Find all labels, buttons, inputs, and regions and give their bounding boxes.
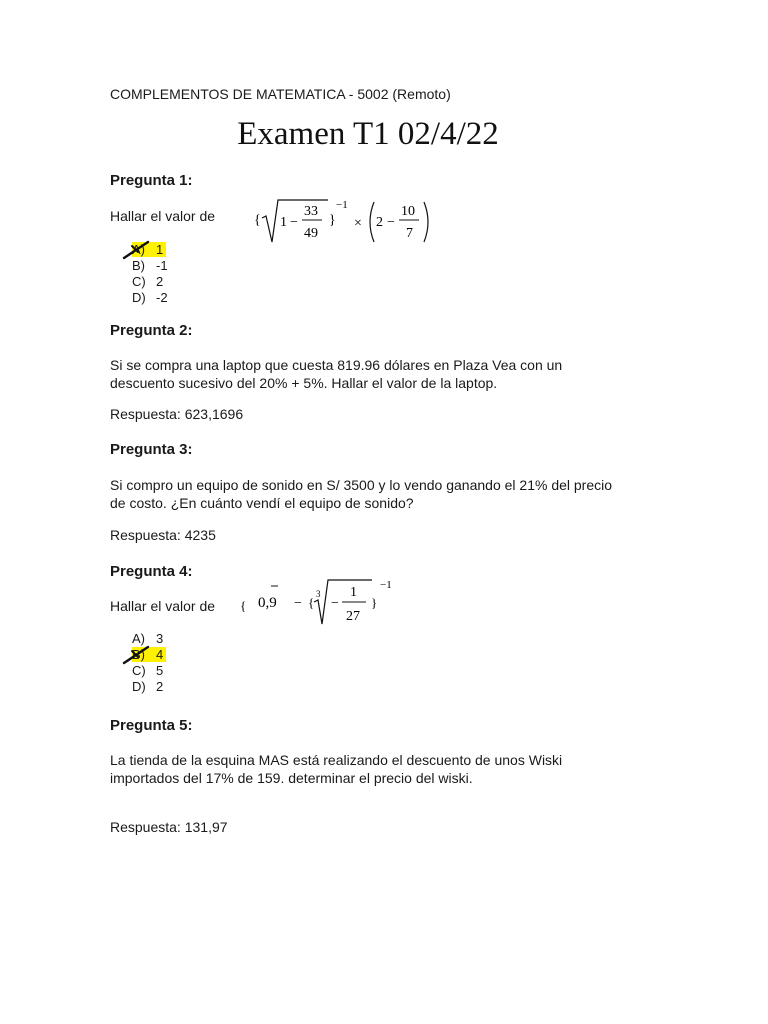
option-value: 2 xyxy=(156,679,164,694)
question-5-answer: Respuesta: 131,97 xyxy=(110,819,228,835)
option-value: 3 xyxy=(156,631,164,646)
option-value: -1 xyxy=(156,258,168,273)
q4-open-brace: { xyxy=(240,598,247,613)
question-1-prompt: Hallar el valor de xyxy=(110,208,216,224)
option-c[interactable] xyxy=(132,663,166,679)
option-value: 2 xyxy=(156,274,164,289)
question-3-text: Si compro un equipo de sonido en S/ 3500 y lo vendo ganando el 21% del precio de costo. ¿En cuánto vendí el equipo de sonido? xyxy=(110,477,613,511)
question-5-text: La tienda de la esquina MAS está realizando el descuento de unos Wiski importados del 17% de 159. determinar el precio del wiski. xyxy=(110,752,563,786)
question-4-formula xyxy=(238,576,398,628)
option-a[interactable] xyxy=(132,242,168,258)
q1-open-brace: { xyxy=(254,213,261,228)
option-d[interactable] xyxy=(132,290,168,306)
option-b[interactable] xyxy=(132,647,166,663)
question-3-answer: Respuesta: 4235 xyxy=(110,527,216,543)
question-1-options xyxy=(132,242,168,306)
q1-numerator-2: 10 xyxy=(401,204,415,219)
option-d[interactable] xyxy=(132,679,166,695)
q1-close-brace: } xyxy=(329,213,336,228)
q4-base: 0,9 xyxy=(258,595,277,611)
question-2-answer: Respuesta: 623,1696 xyxy=(110,406,244,422)
option-letter: C) xyxy=(132,274,146,289)
option-letter: B) xyxy=(132,258,145,273)
question-2-text: Si se compra una laptop que cuesta 819.96 dólares en Plaza Vea con un descuento sucesivo del 20% + 5%. Hallar el valor de la laptop. xyxy=(110,357,563,391)
q1-denominator: 49 xyxy=(304,226,318,241)
option-letter: D) xyxy=(132,290,146,305)
option-letter: A) xyxy=(132,242,145,257)
question-1-heading: Pregunta 1: xyxy=(110,172,193,189)
q1-times: × xyxy=(354,216,362,231)
question-2-heading: Pregunta 2: xyxy=(110,322,193,339)
q1-one: 1 xyxy=(280,215,287,230)
option-letter: D) xyxy=(132,679,146,694)
option-letter: C) xyxy=(132,663,146,678)
q1-two: 2 xyxy=(376,215,383,230)
q4-numerator: 1 xyxy=(350,585,357,600)
q4-root-index: 3 xyxy=(316,589,321,599)
q4-exponent: −1 xyxy=(380,579,392,591)
q4-open-brace-2: { xyxy=(308,595,315,610)
q1-minus-2: − xyxy=(387,215,395,230)
q1-denominator-2: 7 xyxy=(406,226,413,241)
q1-exponent: −1 xyxy=(336,199,348,211)
option-a[interactable] xyxy=(132,631,166,647)
option-value: 1 xyxy=(156,242,164,257)
q4-minus: − xyxy=(294,596,302,611)
q1-close-paren xyxy=(424,202,428,242)
question-4-prompt: Hallar el valor de xyxy=(110,598,216,614)
q4-close-brace: } xyxy=(371,595,378,610)
question-5-heading: Pregunta 5: xyxy=(110,717,193,734)
option-b[interactable] xyxy=(132,258,168,274)
option-value: 4 xyxy=(156,647,164,662)
question-1-formula xyxy=(250,196,440,248)
option-value: 5 xyxy=(156,663,164,678)
q1-minus: − xyxy=(290,215,298,230)
question-4-options xyxy=(132,631,166,695)
exam-title: Examen T1 02/4/22 xyxy=(237,116,499,152)
option-b-highlight xyxy=(132,647,166,662)
q1-numerator: 33 xyxy=(304,204,318,219)
option-letter: B) xyxy=(132,647,145,662)
option-a-highlight xyxy=(132,242,166,257)
question-3-heading: Pregunta 3: xyxy=(110,441,193,458)
option-letter: A) xyxy=(132,631,145,646)
course-header: COMPLEMENTOS DE MATEMATICA - 5002 (Remoto) xyxy=(110,86,451,102)
q4-denominator: 27 xyxy=(346,609,360,624)
q4-minus-2: − xyxy=(331,596,339,611)
question-4-heading: Pregunta 4: xyxy=(110,563,193,580)
q1-open-paren xyxy=(370,202,374,242)
option-value: -2 xyxy=(156,290,168,305)
option-c[interactable] xyxy=(132,274,168,290)
